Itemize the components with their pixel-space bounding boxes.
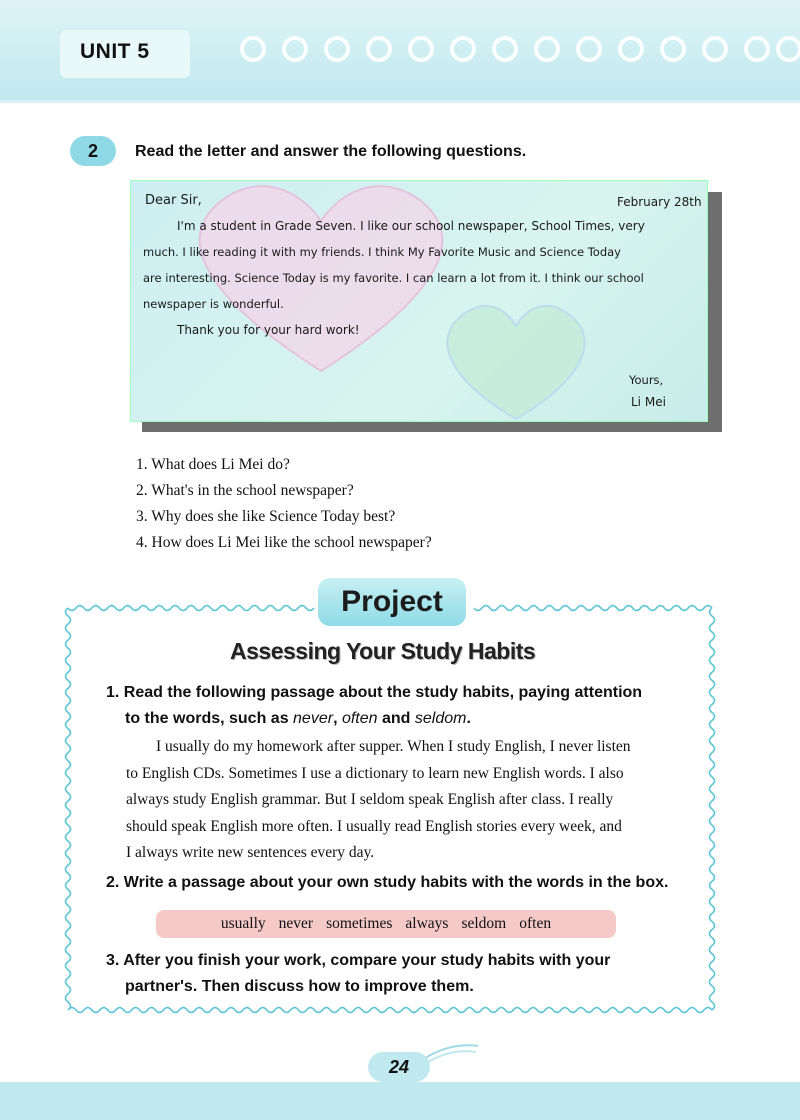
letter-greeting: Dear Sir, <box>145 193 202 208</box>
word-box-item: never <box>278 915 314 932</box>
heart-decoration-right <box>431 301 601 421</box>
passage-line: to English CDs. Sometimes I use a dictionary to learn new English words. I also <box>126 764 624 782</box>
word-box-item: sometimes <box>326 915 393 932</box>
unit-title: UNIT 5 <box>80 40 150 63</box>
decorative-circles <box>240 36 800 76</box>
task-heading: Read the letter and answer the following questions. <box>135 143 527 160</box>
question-list <box>136 452 432 556</box>
question-item: 1. What does Li Mei do? <box>136 456 290 473</box>
footer-band <box>0 1082 800 1120</box>
word-box-item: seldom <box>461 915 507 932</box>
header-divider <box>0 100 800 103</box>
word-box-item: often <box>519 915 552 932</box>
word-box-words <box>156 910 616 938</box>
page-number: 24 <box>388 1057 410 1077</box>
question-item: 4. How does Li Mei like the school newspaper? <box>136 534 432 551</box>
project-title: Assessing Your Study Habits <box>230 638 536 664</box>
step-1-line-2: to the words, such as never, often and seldom. <box>125 710 471 727</box>
study-habits-passage <box>126 734 631 867</box>
step-2: 2. Write a passage about your own study habits with the words in the box. <box>106 874 669 891</box>
passage-line: I always write new sentences every day. <box>126 844 375 861</box>
word-box-item: always <box>405 915 449 932</box>
letter-line: are interesting. Science Today is my favorite. I can learn a lot from it. I think our school <box>143 271 644 285</box>
letter-closing: Yours, <box>629 373 664 387</box>
step-3-line-1: 3. After you finish your work, compare your study habits with your <box>106 952 611 969</box>
passage-line: always study English grammar. But I seldom speak English after class. I really <box>126 791 614 808</box>
letter-date: February 28th <box>617 195 702 209</box>
question-item: 2. What's in the school newspaper? <box>136 482 354 499</box>
project-label: Project <box>341 585 443 618</box>
letter-card <box>130 180 708 422</box>
step-1-line-1: 1. Read the following passage about the study habits, paying attention <box>106 684 643 701</box>
letter-line: newspaper is wonderful. <box>143 297 284 311</box>
task-number-badge: 2 <box>70 136 116 166</box>
passage-line: should speak English more often. I usually read English stories every week, and <box>126 817 622 835</box>
letter-line: much. I like reading it with my friends. I think My Favorite Music and Science Today <box>143 245 621 259</box>
word-box-item: usually <box>220 915 266 932</box>
letter-thanks: Thank you for your hard work! <box>177 323 360 337</box>
letter-signature: Li Mei <box>631 395 666 409</box>
letter-line: I'm a student in Grade Seven. I like our school newspaper, School Times, very <box>177 219 645 233</box>
passage-line: I usually do my homework after supper. When I study English, I never listen <box>156 738 631 755</box>
question-item: 3. Why does she like Science Today best? <box>136 508 396 525</box>
step-3-line-2: partner's. Then discuss how to improve them. <box>125 978 474 995</box>
